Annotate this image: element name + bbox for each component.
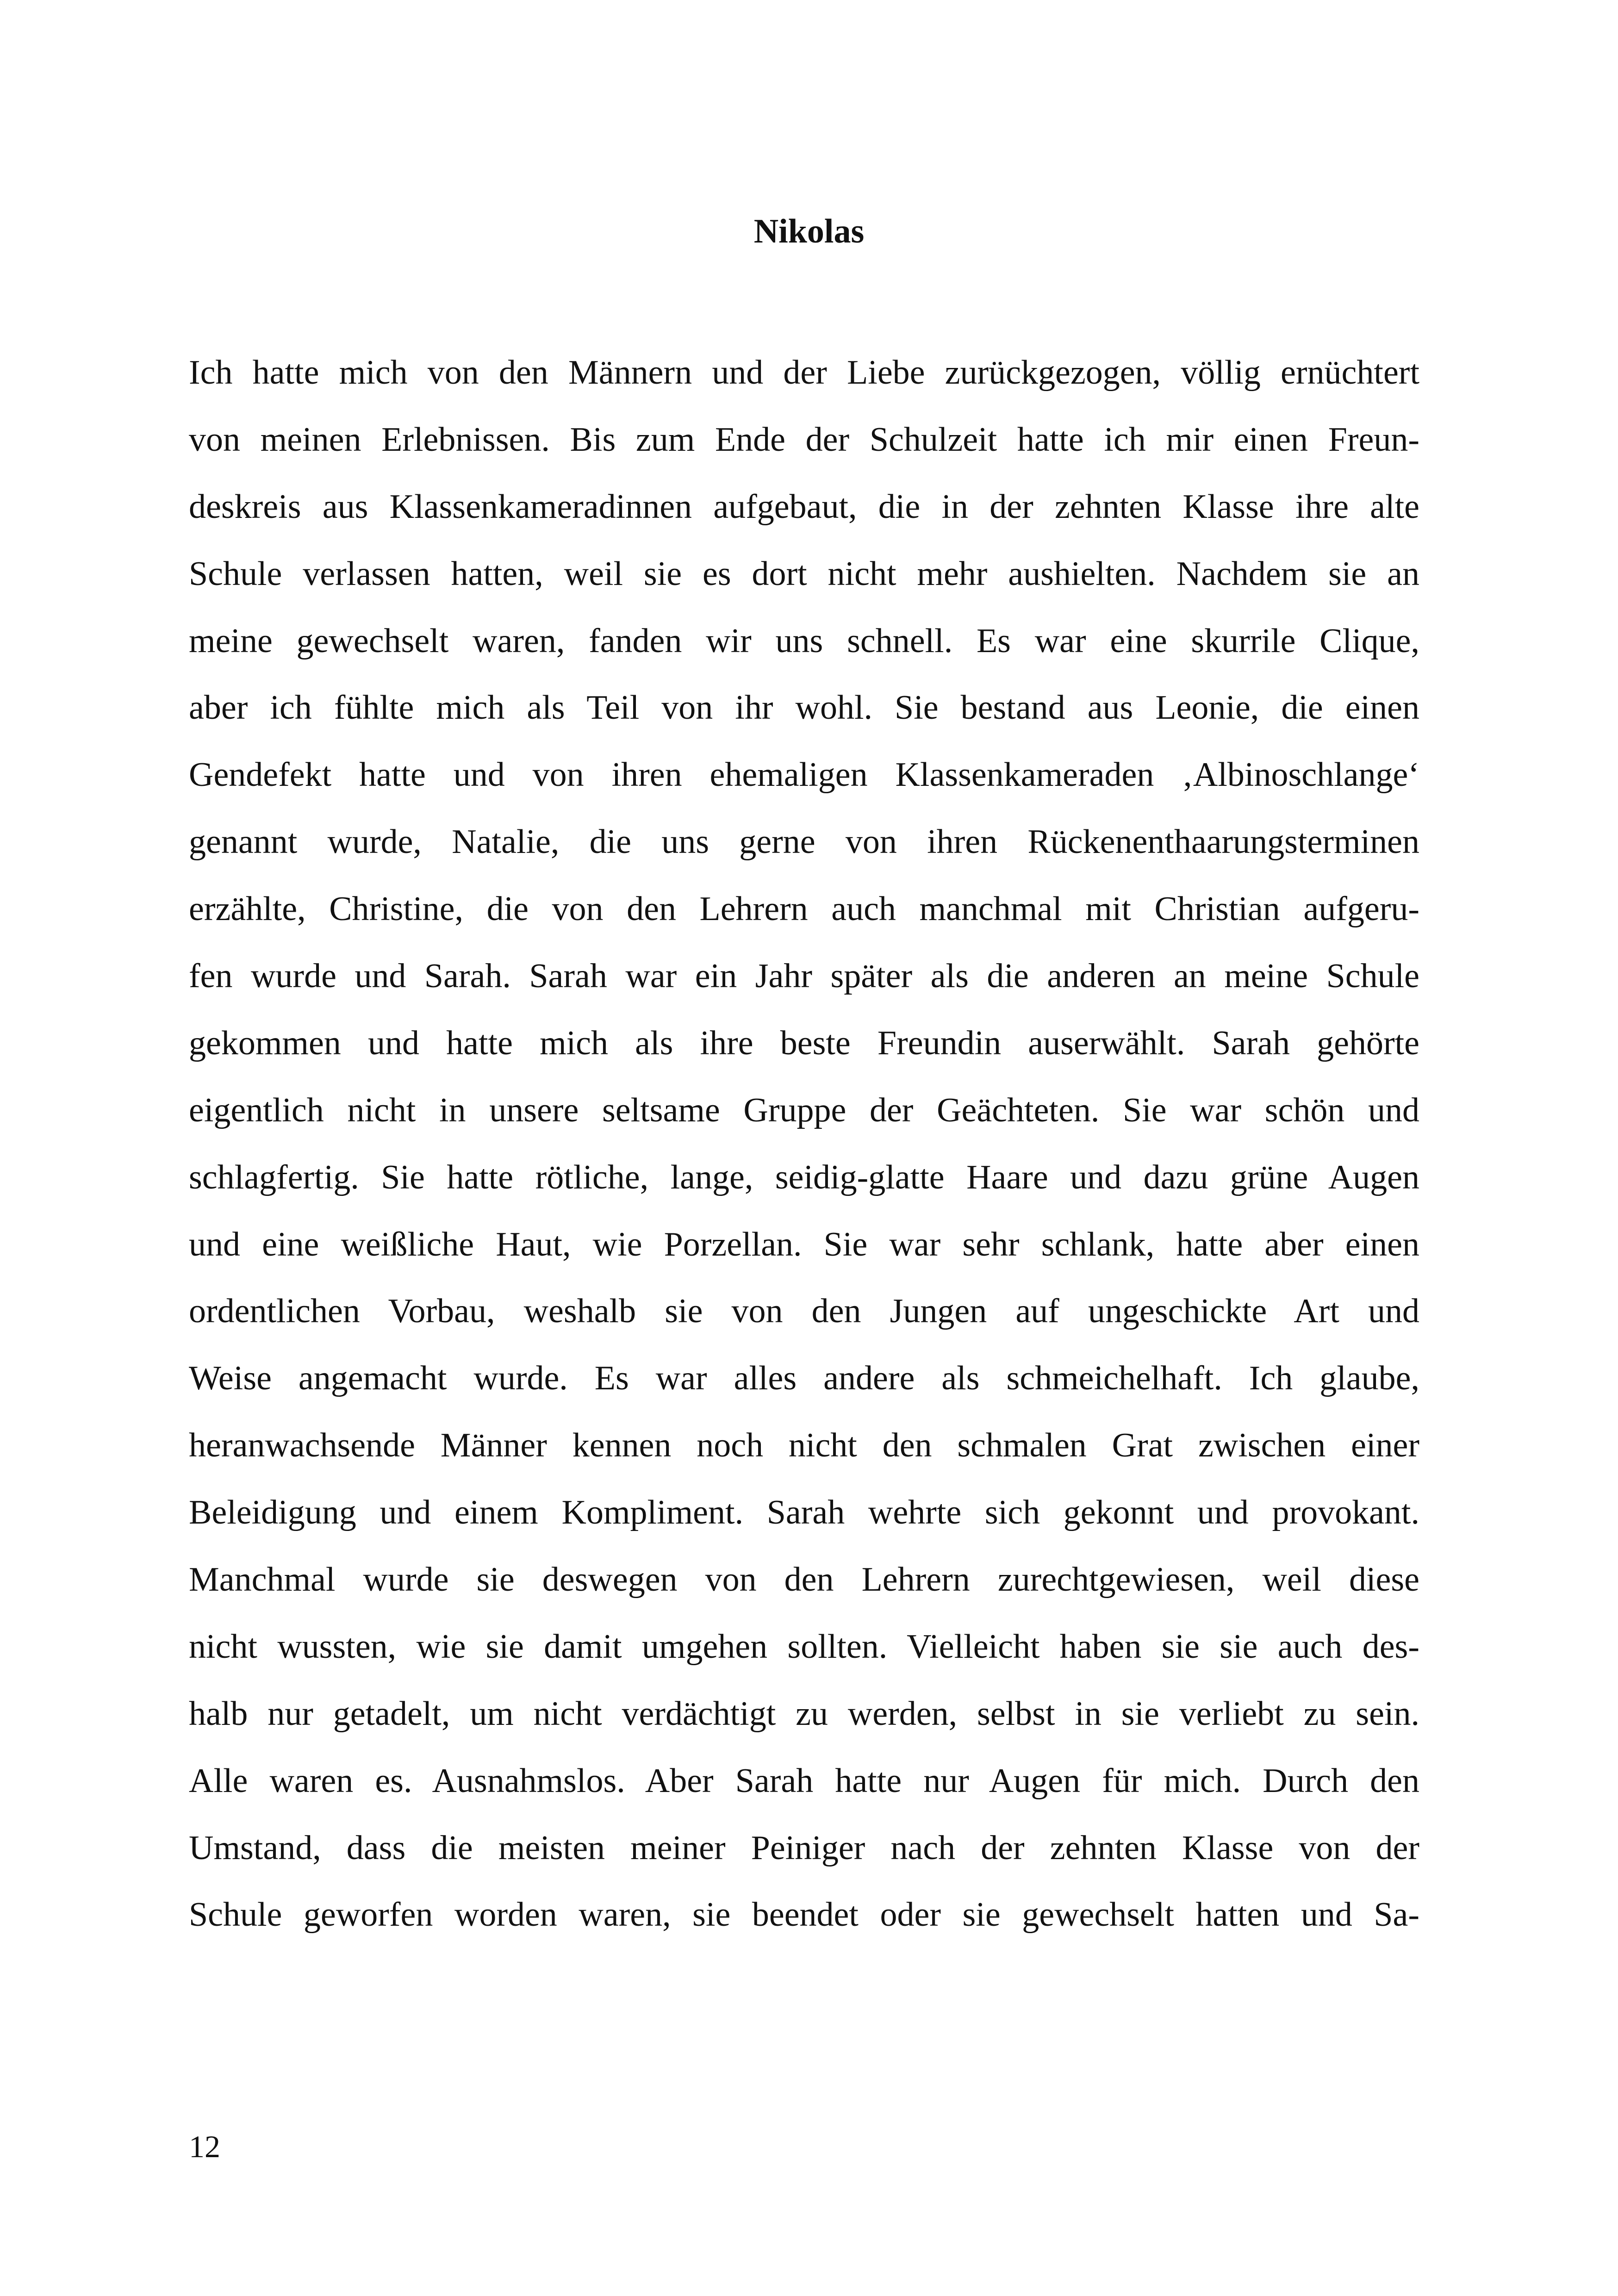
text-line: heranwachsende Männer kennen noch nicht den schmalen Grat zwischen einer: [189, 1426, 1419, 1465]
text-line: Manchmal wurde sie deswegen von den Lehrern zurechtgewiesen, weil diese: [189, 1561, 1419, 1599]
body-text: [189, 339, 1419, 1948]
text-line: von meinen Erlebnissen. Bis zum Ende der Schulzeit hatte ich mir einen Freun-: [189, 420, 1419, 459]
text-line: Umstand, dass die meisten meiner Peiniger nach der zehnten Klasse von der: [189, 1829, 1419, 1867]
text-line: halb nur getadelt, um nicht verdächtigt zu werden, selbst in sie verliebt zu sein.: [189, 1694, 1419, 1733]
text-line: Weise angemacht wurde. Es war alles andere als schmeichelhaft. Ich glaube,: [189, 1359, 1419, 1398]
text-line: aber ich fühlte mich als Teil von ihr wohl. Sie bestand aus Leonie, die einen: [189, 689, 1419, 727]
text-line: ordentlichen Vorbau, weshalb sie von den Jungen auf ungeschickte Art und: [189, 1292, 1419, 1331]
text-line: Ich hatte mich von den Männern und der Liebe zurückgezogen, völlig ernüchtert: [189, 354, 1419, 392]
text-line: und eine weißliche Haut, wie Porzellan. Sie war sehr schlank, hatte aber einen: [189, 1225, 1419, 1263]
text-line: Alle waren es. Ausnahmslos. Aber Sarah hatte nur Augen für mich. Durch den: [189, 1761, 1419, 1800]
text-line: deskreis aus Klassenkameradinnen aufgebaut, die in der zehnten Klasse ihre alte: [189, 487, 1419, 526]
page-number: 12: [189, 2129, 220, 2164]
text-line: genannt wurde, Natalie, die uns gerne von ihren Rückenenthaarungsterminen: [189, 823, 1419, 861]
text-line: eigentlich nicht in unsere seltsame Gruppe der Geächteten. Sie war schön und: [189, 1091, 1419, 1129]
text-line: nicht wussten, wie sie damit umgehen sollten. Vielleicht haben sie sie auch des-: [189, 1627, 1419, 1666]
text-line: gekommen und hatte mich als ihre beste Freundin auserwählt. Sarah gehörte: [189, 1024, 1419, 1062]
chapter-title: Nikolas: [753, 212, 865, 250]
text-line: Beleidigung und einem Kompliment. Sarah wehrte sich gekonnt und provokant.: [189, 1493, 1419, 1532]
text-line: erzählte, Christine, die von den Lehrern auch manchmal mit Christian aufgeru-: [189, 890, 1419, 928]
text-line: meine gewechselt waren, fanden wir uns schnell. Es war eine skurrile Clique,: [189, 622, 1419, 660]
text-line: Schule verlassen hatten, weil sie es dort nicht mehr aushielten. Nachdem sie an: [189, 554, 1419, 593]
text-line: schlagfertig. Sie hatte rötliche, lange, seidig-glatte Haare und dazu grüne Augen: [189, 1158, 1419, 1196]
text-line: fen wurde und Sarah. Sarah war ein Jahr später als die anderen an meine Schule: [189, 957, 1419, 996]
text-line: Schule geworfen worden waren, sie beendet oder sie gewechselt hatten und Sa-: [189, 1896, 1419, 1934]
text-line: Gendefekt hatte und von ihren ehemaligen Klassenkameraden ‚Albinoschlange‘: [189, 756, 1419, 794]
